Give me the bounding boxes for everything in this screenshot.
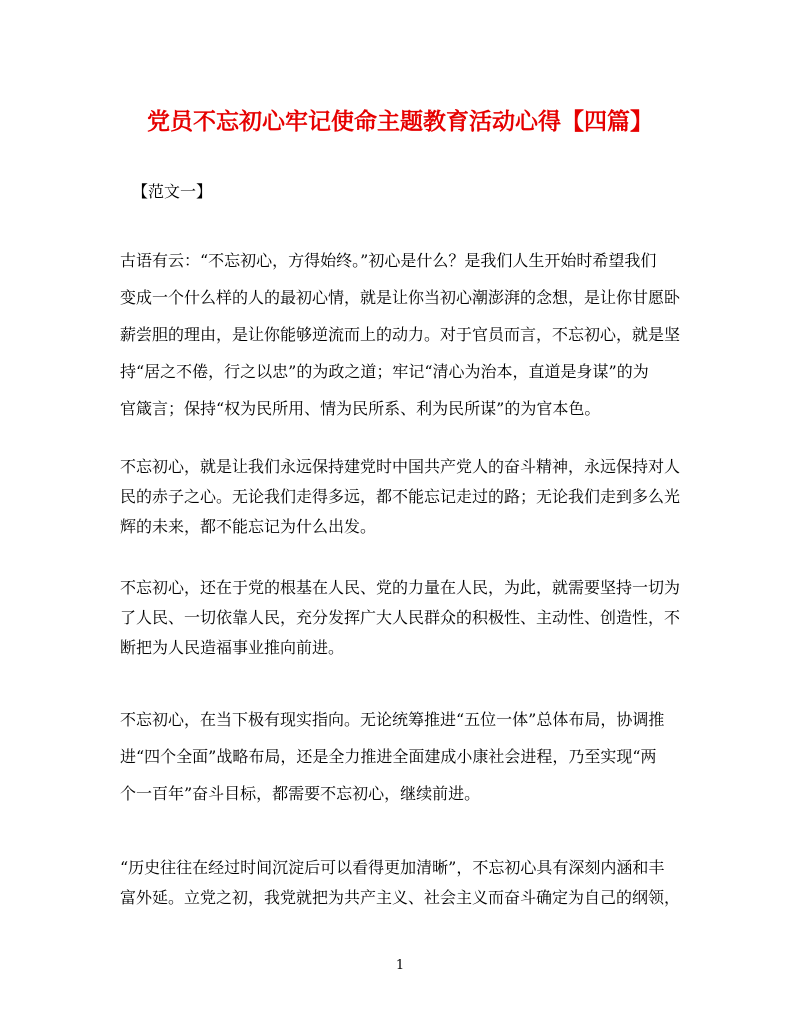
- paragraph-line: 古语有云：“不忘初心，方得始终。”初心是什么？是我们人生开始时希望我们: [120, 251, 657, 270]
- paragraph-3: [120, 573, 680, 663]
- paragraph-line: 官箴言；保持“权为民所用、情为民所系、利为民所谋”的为官本色。: [120, 399, 601, 418]
- paragraph-line: 辉的未来，都不能忘记为什么出发。: [120, 517, 377, 536]
- document-title: 党员不忘初心牢记使命主题教育活动心得【四篇】: [147, 108, 653, 135]
- page-number: 1: [395, 958, 405, 973]
- paragraph-line: 不忘初心，在当下极有现实指向。无论统筹推进“五位一体”总体布局，协调推: [120, 710, 665, 729]
- paragraph-5: [120, 853, 680, 913]
- paragraph-line: 民的赤子之心。无论我们走得多远，都不能忘记走过的路；无论我们走到多么光: [120, 487, 680, 506]
- paragraph-line: 了人民、一切依靠人民，充分发挥广大人民群众的积极性、主动性、创造性，不: [120, 608, 680, 627]
- paragraph-4: [120, 701, 680, 812]
- paragraph-line: 持“居之不倦，行之以忠”的为政之道；牢记“清心为治本，直道是身谋”的为: [120, 362, 649, 381]
- paragraph-line: 不忘初心，还在于党的根基在人民、党的力量在人民，为此，就需要坚持一切为: [120, 578, 680, 597]
- section-label: 【范文一】: [132, 182, 213, 201]
- paragraph-line: 富外延。立党之初，我党就把为共产主义、社会主义而奋斗确定为自己的纲领，: [120, 888, 680, 907]
- paragraph-line: “历史往往在经过时间沉淀后可以看得更加清晰”，不忘初心具有深刻内涵和丰: [120, 858, 665, 877]
- paragraph-1: [120, 242, 680, 427]
- paragraph-line: 断把为人民造福事业推向前进。: [120, 638, 345, 657]
- paragraph-line: 薪尝胆的理由，是让你能够逆流而上的动力。对于官员而言，不忘初心，就是坚: [120, 325, 680, 344]
- paragraph-line: 个一百年”奋斗目标，都需要不忘初心，继续前进。: [120, 784, 481, 803]
- paragraph-line: 进“四个全面”战略布局，还是全力推进全面建成小康社会进程，乃至实现“两: [120, 747, 657, 766]
- paragraph-line: 不忘初心，就是让我们永远保持建党时中国共产党人的奋斗精神，永远保持对人: [120, 457, 680, 476]
- paragraph-2: [120, 452, 680, 542]
- paragraph-line: 变成一个什么样的人的最初心情，就是让你当初心潮澎湃的念想，是让你甘愿卧: [120, 288, 680, 307]
